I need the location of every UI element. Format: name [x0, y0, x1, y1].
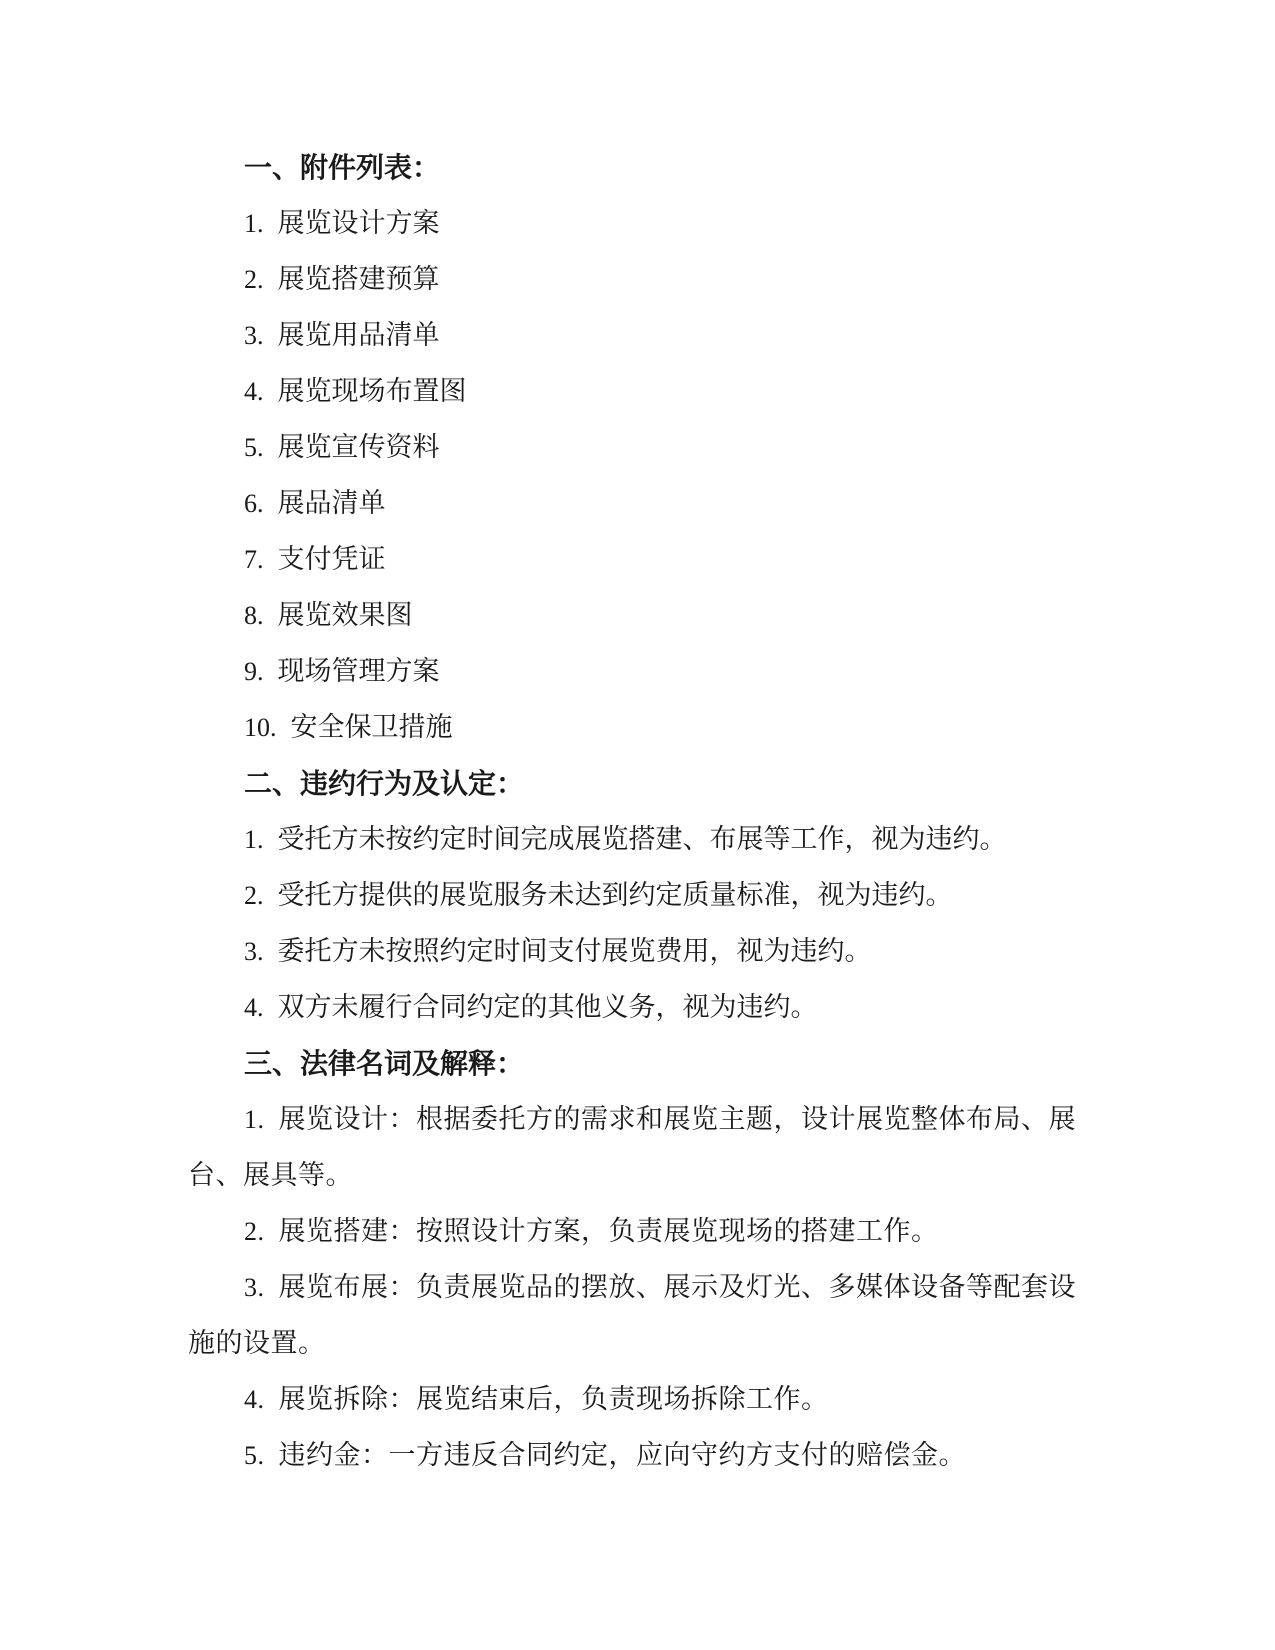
item-number: 1. — [244, 209, 264, 238]
item-text: 展览设计：根据委托方的需求和展览主题，设计展览整体布局、展台、展具等。 — [188, 1104, 1076, 1191]
item-number: 7. — [244, 545, 264, 574]
list-item — [188, 196, 1078, 252]
item-number: 4. — [244, 993, 264, 1022]
list-item — [188, 420, 1078, 476]
item-text: 违约金：一方违反合同约定，应向守约方支付的赔偿金。 — [278, 1440, 966, 1471]
item-text: 展览现场布置图 — [277, 376, 467, 407]
item-number: 6. — [244, 489, 264, 518]
list-item — [188, 644, 1078, 700]
list-item — [188, 364, 1078, 420]
item-text: 展览宣传资料 — [277, 432, 440, 463]
item-text: 展览效果图 — [277, 600, 413, 631]
list-item — [188, 308, 1078, 364]
item-number: 9. — [244, 657, 264, 686]
list-item — [188, 812, 1078, 868]
item-text: 安全保卫措施 — [290, 712, 453, 743]
item-text: 展览搭建：按照设计方案，负责展览现场的搭建工作。 — [278, 1216, 939, 1247]
item-number: 8. — [244, 601, 264, 630]
item-text: 展览拆除：展览结束后，负责现场拆除工作。 — [278, 1384, 829, 1415]
item-number: 2. — [244, 265, 264, 294]
list-item — [188, 700, 1078, 756]
definition-paragraph — [188, 1372, 1078, 1428]
definition-paragraph — [188, 1260, 1078, 1372]
list-item — [188, 588, 1078, 644]
definition-paragraph — [188, 1092, 1078, 1204]
section-heading-attachments: 一、附件列表： — [244, 151, 441, 184]
item-number: 3. — [244, 937, 264, 966]
item-text: 现场管理方案 — [277, 656, 440, 687]
item-text: 受托方未按约定时间完成展览搭建、布展等工作，视为违约。 — [277, 824, 1007, 855]
item-text: 展览用品清单 — [277, 320, 440, 351]
section-heading-legal-terms: 三、法律名词及解释： — [244, 1047, 525, 1080]
list-item — [188, 868, 1078, 924]
list-item — [188, 532, 1078, 588]
item-number: 5. — [244, 433, 264, 462]
item-number: 4. — [244, 377, 264, 406]
section-heading-breach: 二、违约行为及认定： — [244, 767, 525, 800]
item-number: 5. — [244, 1441, 265, 1470]
document-content — [188, 140, 1078, 1484]
item-text: 双方未履行合同约定的其他义务，视为违约。 — [277, 992, 818, 1023]
item-text: 委托方未按照约定时间支付展览费用，视为违约。 — [277, 936, 872, 967]
item-text: 支付凭证 — [277, 544, 386, 575]
item-text: 展览搭建预算 — [277, 264, 440, 295]
definition-paragraph — [188, 1204, 1078, 1260]
item-number: 4. — [244, 1385, 265, 1414]
item-number: 10. — [244, 713, 277, 742]
definition-paragraph — [188, 1428, 1078, 1484]
list-item — [188, 980, 1078, 1036]
item-number: 1. — [244, 825, 264, 854]
list-item — [188, 252, 1078, 308]
item-number: 1. — [244, 1105, 265, 1134]
item-text: 展览布展：负责展览品的摆放、展示及灯光、多媒体设备等配套设施的设置。 — [188, 1272, 1076, 1359]
item-number: 3. — [244, 321, 264, 350]
item-number: 3. — [244, 1273, 265, 1302]
item-text: 展品清单 — [277, 488, 386, 519]
item-text: 展览设计方案 — [277, 208, 440, 239]
list-item — [188, 924, 1078, 980]
list-item — [188, 476, 1078, 532]
item-number: 2. — [244, 881, 264, 910]
item-text: 受托方提供的展览服务未达到约定质量标准，视为违约。 — [277, 880, 953, 911]
item-number: 2. — [244, 1217, 265, 1246]
